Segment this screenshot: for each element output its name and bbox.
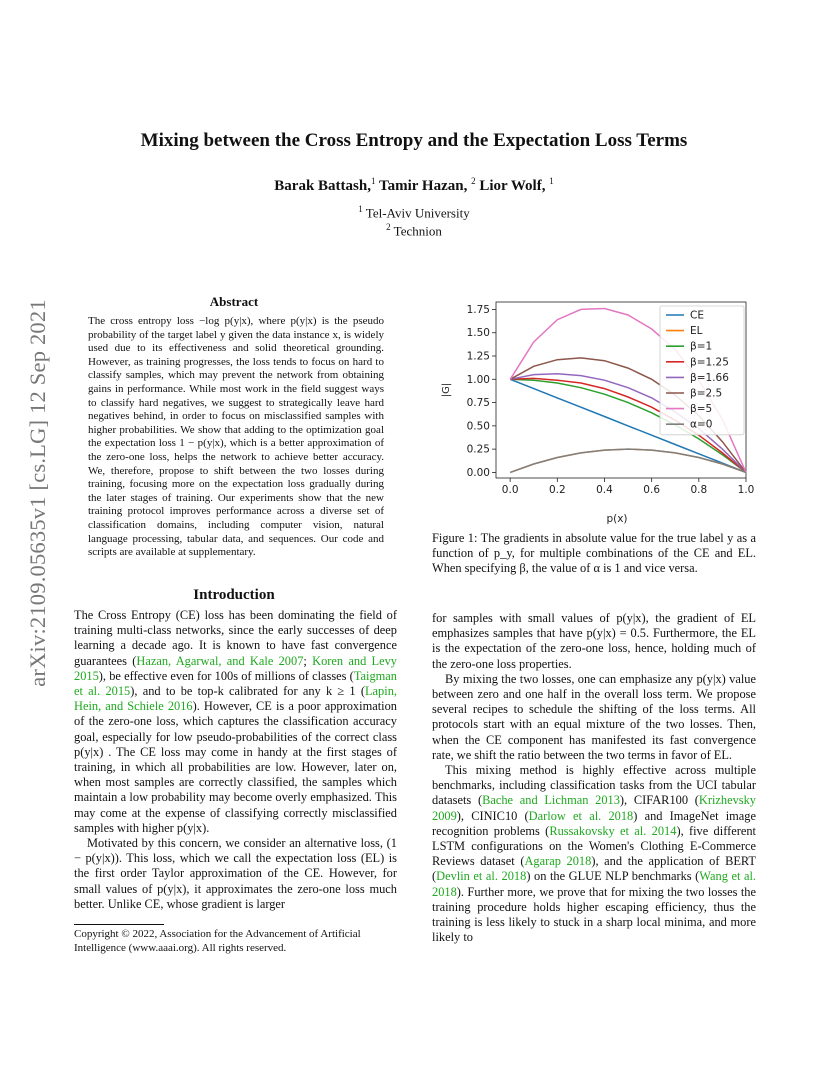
x-tick-label: 0.6 [643,484,661,496]
x-tick-label: 0.2 [548,484,566,496]
legend-label: β=1.25 [690,356,729,369]
right-column-text [432,611,756,945]
paragraph-text: ), and the application of BERT ( [432,854,756,884]
author-affiliation-mark: 1 [370,176,376,186]
plot-area [441,302,754,525]
intro-paragraph-5 [432,763,756,945]
y-tick-label: 0.50 [466,420,490,433]
abstract-heading: Abstract [209,294,259,309]
left-column-text [74,608,397,912]
affiliation-mark: 1 [358,204,363,214]
intro-paragraph-2: Motivated by this concern, we consider an alternative loss, (1 − p(y|x)). This loss, which we call the expectation loss (EL) is the first order Taylor approximation of the CE. However, for small values of p(y|x), it approximates the zero-one loss much better. Unlike CE, whose gradient is larger [74,836,397,911]
author-name: Lior Wolf, [479,178,546,194]
figure-caption: Figure 1: The gradients in absolute value for the true label y as a function of p_y, for multiple combinations of the CE and EL. When specifying β, the value of α is 1 and vice versa. [432,531,756,576]
y-tick-label: 0.25 [466,443,490,456]
legend-label: β=5 [690,403,713,416]
y-tick-label: 0.75 [466,397,490,410]
legend-label: β=2.5 [690,387,723,400]
citation-link[interactable]: Hazan, Agarwal, and Kale 2007 [136,653,304,668]
citation-link[interactable]: Devlin et al. 2018 [436,869,527,884]
citation-link[interactable]: Darlow et al. 2018 [528,808,634,823]
citation-link[interactable]: Taigman et al. 2015 [74,668,397,699]
citation-link[interactable]: Russakovsky et al. 2014 [549,823,677,838]
paragraph-text: ). However, CE is a poor approximation of the zero-one loss, which captures the classification accuracy goal, especially for low pseudo-probabilities of the correct class p(y|x) . The CE loss may come in handy at the first stages of training, in which all probabilities are low. However, later on, when most samples are correctly classified, the samples which maintain a low probability may become overly emphasized. This may come at the expense of classifying correctly misclassified samples with higher p(y|x). [74,699,397,835]
y-tick-label: 1.25 [466,350,490,363]
arxiv-identifier [18,288,58,698]
y-tick-label: 1.75 [466,303,490,316]
footnote-divider [74,924,164,925]
arxiv-identifier-text: arXiv:2109.05635v1 [cs.LG] 12 Sep 2021 [25,299,50,687]
introduction-heading: Introduction [193,587,275,603]
affiliation-name: Technion [393,223,442,239]
legend-label: EL [690,325,703,338]
citation-link[interactable]: Koren and Levy 2015 [74,653,398,683]
affiliation-name: Tel-Aviv University [365,205,470,221]
affiliation-mark: 2 [386,222,391,233]
y-tick-label: 1.00 [466,373,490,386]
affiliation-line [0,202,828,220]
paragraph-text: The Cross Entropy (CE) loss has been dominating the field of training multi-class networks, since the early successes of deep learning a decade ago. It is known to have fast convergence guarantees ( [74,608,397,668]
y-tick-label: 1.50 [466,327,490,340]
paragraph-text: ), be effective even for 100s of millions of classes ( [98,668,354,683]
intro-paragraph-4: By mixing the two losses, one can emphasize any p(y|x) value between zero and one half in the overall loss term. We propose several recipes to schedule the shifting of the loss terms. All protocols start with an equal mixture of the two losses. Then, when the CE component has manifested its fast convergence rate, we shift the ratio between the two terms in favor of EL. [432,671,756,762]
intro-paragraph-3: for samples with small values of p(y|x), the gradient of EL emphasizes samples that have p(y|x) = 0.5. Furthermore, the EL is the expectation of the zero-one loss, hence, holding much of the zero-one loss properties. [432,611,756,671]
author-name: Barak Battash, [274,178,371,194]
x-tick-label: 0.4 [596,484,613,496]
paragraph-text: ; [303,653,313,668]
author-affiliation-mark: 1 [549,176,554,186]
citation-link[interactable]: Wang et al. 2018 [432,869,756,899]
author-list [0,176,828,195]
legend-label: β=1.66 [690,371,729,384]
paragraph-text: ), CIFAR100 ( [619,793,699,808]
citation-link[interactable]: Krizhevsky 2009 [432,793,756,823]
series-line [510,449,746,472]
legend-label: β=1 [690,340,713,353]
paragraph-text: ) and ImageNet image recognition problems ( [432,808,757,838]
x-tick-label: 0.0 [501,484,519,496]
gradient-chart [430,296,760,532]
paragraph-text: ). Further more, we prove that for mixing the two losses the training procedure holds higher escaping efficiency, thus the training is less likely to stuck in a sharp local minima, and more likely to [432,884,756,945]
abstract-text: The cross entropy loss −log p(y|x), where p(y|x) is the pseudo probability of the target label y given the data instance x, is widely used due to its effectiveness and solid theoretical grounding. However, as training progresses, the loss tends to focus on hard to classify samples, which may prevent the network from obtaining gains in performance. While most work in the field suggest ways to classify hard negatives, we suggest to strategically leave hard negatives behind, in order to focus on misclassified samples with higher probabilities. We show that adding to the optimization goal the expectation loss 1 − p(y|x), which is a better approximation of the zero-one loss, helps the network to achieve better accuracy. We, therefore, propose to shift between the two losses during training, focusing more on the expectation loss gradually during the later stages of training. Our experiments show that the new training protocol improves performance across a diverse set of classification domains, including computer vision, natural language processing, tabular data, and sequences. Our code and scripts are available at supplementary. [88,315,384,559]
paragraph-text: ), and to be top-k calibrated for any k ≥ 1 ( [130,684,365,699]
x-tick-label: 1.0 [737,484,755,496]
paragraph-text: ), CINIC10 ( [456,808,529,823]
copyright-footnote: Copyright © 2022, Association for the Advancement of Artificial Intelligence (www.aaai.org). All rights reserved. [74,928,361,954]
citation-link[interactable]: Agarap 2018 [524,854,592,869]
legend-label: CE [690,309,704,322]
citation-link[interactable]: Lapin, Hein, and Schiele 2016 [74,684,397,714]
paragraph-text: This mixing method is highly effective across multiple benchmarks, including classification tasks from the UCI tabular datasets ( [432,763,756,808]
x-axis-label: p(x) [606,513,628,525]
intro-paragraph-1 [74,608,397,836]
x-tick-label: 0.8 [690,484,708,496]
author-name: Tamir Hazan, [378,178,468,194]
citation-link[interactable]: Bache and Lichman 2013 [482,793,620,808]
legend-label: α=0 [690,418,713,431]
affiliation-line [0,220,828,238]
paragraph-text: ) on the GLUE NLP benchmarks ( [526,869,700,884]
y-tick-label: 0.00 [466,466,490,479]
paragraph-text: ), five different LSTM configurations on the Women's Clothing E-Commerce Reviews dataset ( [432,823,756,869]
y-axis-label: |G| [441,382,452,398]
affiliations [0,202,828,239]
author-affiliation-mark: 2 [471,176,476,186]
paper-title: Mixing between the Cross Entropy and the Expectation Loss Terms [140,130,688,151]
